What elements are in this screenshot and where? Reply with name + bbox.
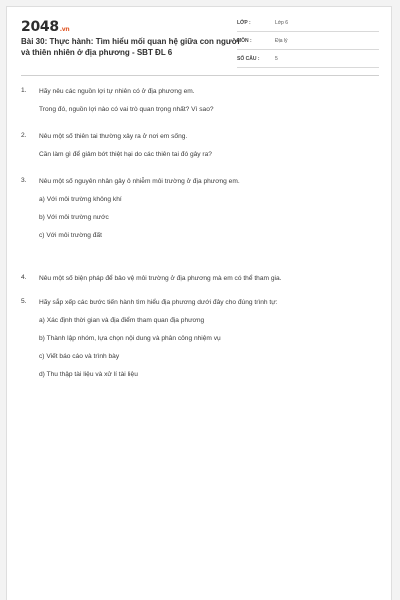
question-number: 1. bbox=[21, 87, 27, 94]
meta-label-class: LỚP : bbox=[237, 20, 251, 26]
question-number: 5. bbox=[21, 298, 27, 305]
question-5 bbox=[21, 298, 379, 379]
question-list bbox=[21, 87, 379, 388]
question-line: Nêu một số thiên tai thường xảy ra ở nơi em sống. bbox=[39, 133, 188, 140]
meta-value-question-count: 5 bbox=[275, 56, 278, 62]
header-divider bbox=[21, 75, 379, 76]
question-line: c) Với môi trường đất bbox=[39, 232, 102, 239]
question-line: Trong đó, nguồn lợi nào có vai trò quan trọng nhất? Vì sao? bbox=[39, 106, 214, 113]
question-line: d) Thu thập tài liệu và xử lí tài liệu bbox=[39, 371, 138, 378]
logo-domain: .vn bbox=[59, 26, 70, 33]
document-page bbox=[6, 6, 392, 600]
document-title: Bài 30: Thực hành: Tìm hiểu mối quan hệ giữa con người và thiên nhiên ở địa phương - SBT ĐL 6 bbox=[21, 37, 240, 57]
question-number: 4. bbox=[21, 274, 27, 281]
question-line: Hãy sắp xếp các bước tiến hành tìm hiểu địa phương dưới đây cho đúng trình tự: bbox=[39, 299, 278, 306]
question-line: Cần làm gì để giảm bớt thiệt hại do các thiên tai đó gây ra? bbox=[39, 151, 212, 158]
meta-value-class: Lớp 6 bbox=[275, 20, 289, 26]
meta-row-subject bbox=[237, 35, 379, 50]
question-number: 3. bbox=[21, 177, 27, 184]
meta-panel bbox=[237, 17, 379, 71]
question-3 bbox=[21, 177, 379, 240]
site-logo[interactable] bbox=[21, 19, 69, 35]
question-1 bbox=[21, 87, 379, 114]
question-2 bbox=[21, 132, 379, 159]
question-4 bbox=[21, 274, 379, 283]
question-line: c) Viết báo cáo và trình bày bbox=[39, 353, 120, 360]
question-line: Nêu một số biện pháp để bảo vệ môi trường ở địa phương mà em có thể tham gia. bbox=[39, 275, 282, 282]
question-line: Hãy nêu các nguồn lợi tự nhiên có ở địa phương em. bbox=[39, 88, 195, 95]
question-line: b) Thành lập nhóm, lựa chọn nội dung và phân công nhiệm vụ bbox=[39, 335, 221, 342]
meta-value-subject: Địa lý bbox=[275, 38, 288, 44]
meta-label-question-count: SỐ CÂU : bbox=[237, 56, 260, 62]
question-line: a) Với môi trường không khí bbox=[39, 196, 122, 203]
question-number: 2. bbox=[21, 132, 27, 139]
question-line: Nêu một số nguyên nhân gây ô nhiễm môi trường ở địa phương em. bbox=[39, 178, 240, 185]
logo-text: 2048 bbox=[21, 19, 59, 35]
meta-row-question-count bbox=[237, 53, 379, 68]
page-header bbox=[21, 17, 379, 69]
meta-label-subject: MÔN : bbox=[237, 38, 252, 44]
question-line: b) Với môi trường nước bbox=[39, 214, 109, 221]
meta-row-class bbox=[237, 17, 379, 32]
question-line: a) Xác định thời gian và địa điểm tham quan địa phương bbox=[39, 317, 205, 324]
